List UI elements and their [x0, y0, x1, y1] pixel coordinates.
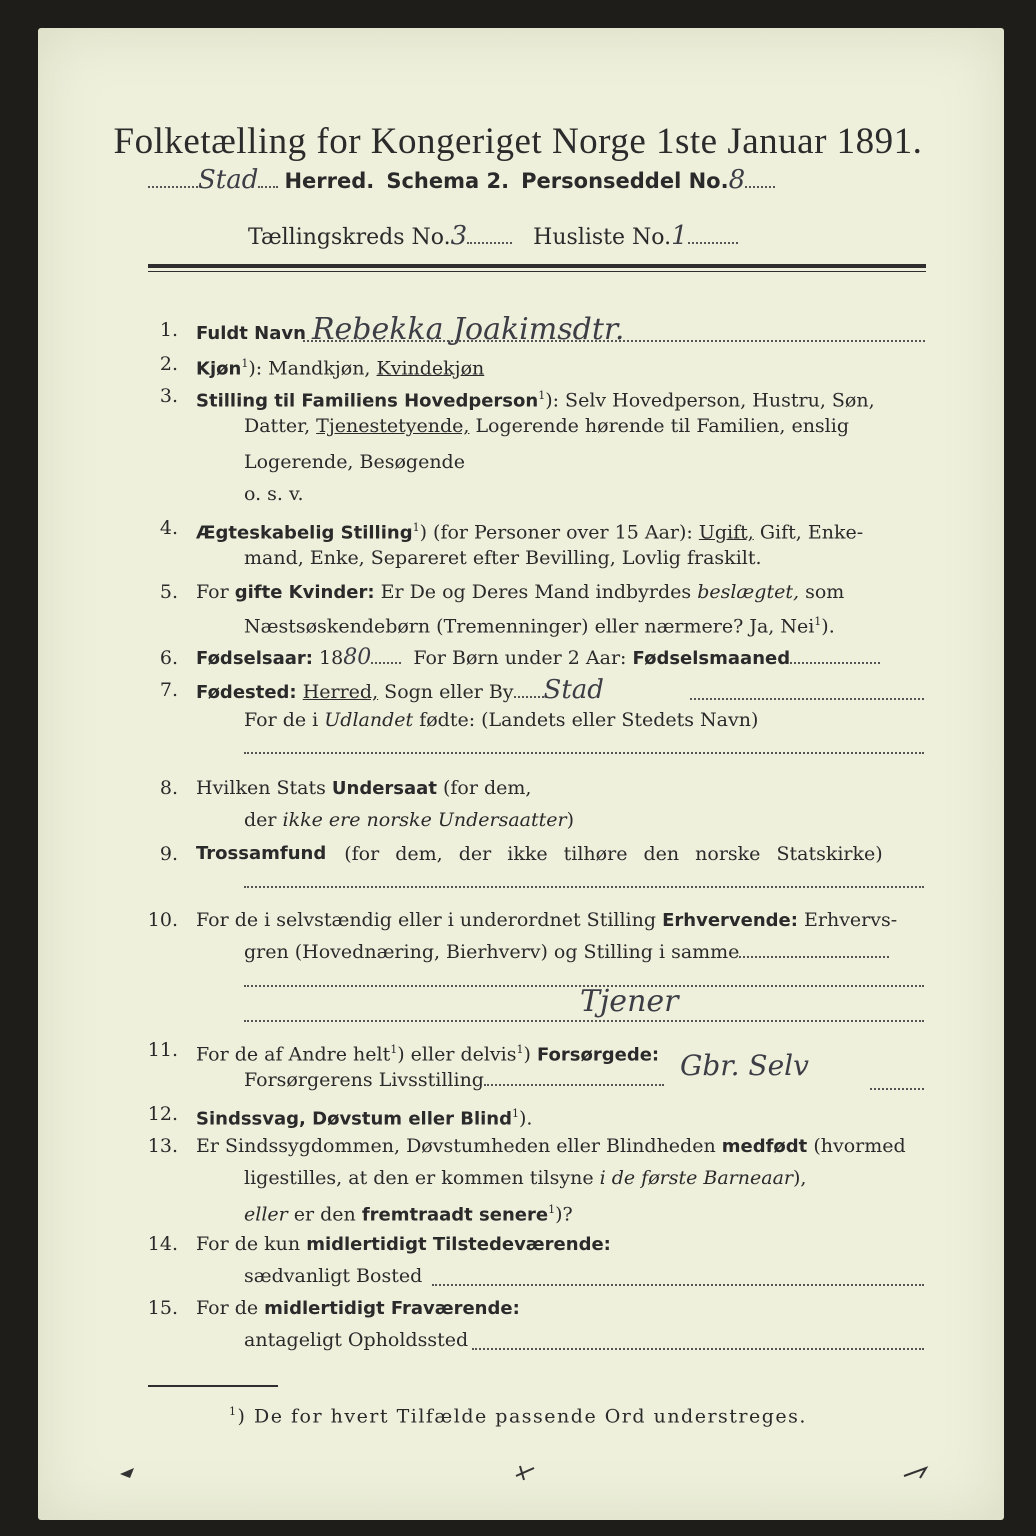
q13-eller: eller	[244, 1203, 288, 1226]
q5-beslaegtet: beslægtet,	[697, 581, 800, 603]
q7-text-2: fødte: (Landets eller Stedets Navn)	[419, 709, 759, 731]
personseddel-value: 8	[728, 165, 746, 195]
personseddel-dots	[745, 185, 775, 188]
q6-label: Fødselsaar:	[196, 648, 313, 669]
item-number: 12.	[147, 1103, 178, 1125]
q11-text-3: )	[523, 1043, 531, 1066]
q11-text-4: Forsørgerens Livsstilling	[244, 1069, 484, 1091]
q11-value-row	[680, 1049, 809, 1082]
q7-udlandet: Udlandet	[324, 709, 414, 731]
q2-sup: 1	[241, 357, 249, 370]
q7-for-de-i: For de i	[244, 709, 319, 731]
q10-value-row	[580, 984, 679, 1019]
q3-text-2: Logerende hørende til Familien, enslig	[475, 415, 849, 437]
item-number: 13.	[147, 1135, 178, 1157]
husliste-dots	[688, 241, 738, 244]
q11-sup-1: 1	[390, 1043, 398, 1056]
header-line-2	[248, 221, 738, 251]
husliste-label: Husliste No.	[533, 225, 672, 250]
q9-text: (for dem, der ikke tilhøre den norske Statskirke)	[344, 843, 883, 865]
item-number: 3.	[159, 385, 178, 407]
q1-label: Fuldt Navn	[196, 323, 306, 344]
q15-dotline	[472, 1348, 924, 1350]
q13-end: )?	[555, 1203, 573, 1226]
form-title: Folketælling for Kongeriget Norge 1ste Januar 1891.	[113, 121, 923, 162]
q7-label: Fødested:	[196, 682, 297, 703]
item-number: 4.	[159, 517, 178, 539]
q14-row-2	[244, 1264, 422, 1288]
herred-dots-right	[258, 185, 278, 188]
q4-row-1	[196, 516, 863, 545]
census-form-sheet	[38, 28, 1004, 1520]
q7-herred-underlined: Herred,	[302, 681, 379, 703]
q13-text-5: er den	[293, 1203, 356, 1226]
q11-dots-end	[870, 1088, 924, 1090]
q8-close: )	[566, 809, 575, 831]
item-number: 5.	[159, 581, 178, 603]
registration-mark-right	[902, 1462, 930, 1482]
q11-sup-2: 1	[516, 1043, 524, 1056]
q10-text-1: For de i selvstændig eller i underordnet Stilling	[196, 909, 657, 931]
q3-text-1: ): Selv Hovedperson, Hustru, Søn,	[545, 389, 875, 412]
q5-row-2	[244, 610, 835, 638]
item-number: 10.	[147, 909, 178, 931]
q3-datter: Datter,	[244, 415, 311, 437]
footnote-rule	[148, 1385, 278, 1387]
q6-year-value: 80	[343, 645, 372, 670]
registration-mark-center	[514, 1462, 538, 1482]
q14-label: midlertidigt Tilstedeværende:	[306, 1234, 611, 1255]
q4-text-1: ) (for Personer over 15 Aar):	[419, 521, 693, 544]
q4-ugift-underlined: Ugift,	[698, 521, 754, 544]
footnote	[0, 1405, 1036, 1427]
q13-text-2: (hvormed	[813, 1135, 906, 1157]
q13-label: medfødt	[721, 1136, 808, 1157]
q13-sup: 1	[548, 1203, 556, 1216]
q10-row-1	[196, 908, 897, 933]
q14-dotline	[432, 1284, 924, 1286]
herred-dots-left	[148, 185, 198, 188]
taellingskreds-value: 3	[450, 221, 468, 251]
item-number: 7.	[159, 679, 178, 701]
q2-label: Kjøn	[196, 358, 242, 380]
item-number: 11.	[147, 1039, 178, 1061]
q2-text: ): Mandkjøn,	[248, 357, 371, 380]
item-number: 8.	[159, 777, 178, 799]
header-line-1	[148, 165, 775, 195]
q10-dotline-2	[244, 1020, 924, 1022]
q5-end: ).	[821, 615, 835, 638]
q4-text-2: Gift, Enke-	[759, 521, 864, 544]
q11-row-2	[244, 1068, 664, 1092]
personseddel-label: Personseddel No.	[521, 169, 729, 193]
q15-text-2: antageligt Opholdssted	[244, 1329, 469, 1351]
q1-dots	[303, 340, 925, 342]
q10-occupation-value: Tjener	[580, 984, 679, 1019]
taellingskreds-dots	[467, 241, 512, 244]
registration-mark-left	[118, 1462, 138, 1482]
q11-supporter-value: Gbr. Selv	[680, 1049, 809, 1082]
q6-row	[196, 646, 880, 671]
q5-som: som	[805, 581, 845, 603]
q2-kvindekjon-underlined: Kvindekjøn	[376, 357, 485, 380]
q14-row-1	[196, 1232, 611, 1257]
q9-dotline	[244, 886, 924, 888]
q7-birthplace-value: Stad	[543, 675, 604, 705]
q6-month-dots	[790, 661, 880, 664]
q3-row-4: o. s. v.	[244, 483, 304, 505]
q9-label: Trossamfund	[196, 843, 327, 864]
q13-text-4: ),	[793, 1167, 807, 1189]
q7-dots-a	[514, 695, 544, 698]
husliste-value: 1	[671, 221, 688, 251]
q13-row-1	[196, 1134, 906, 1159]
q13-italic: i de første Barneaar	[599, 1167, 793, 1189]
q11-text-1: For de af Andre helt	[196, 1043, 391, 1066]
q15-row-1	[196, 1296, 520, 1321]
q5-text-1: Er De og Deres Mand indbyrdes	[380, 581, 692, 603]
q13-text-1: Er Sindssygdommen, Døvstumheden eller Blindheden	[196, 1135, 716, 1157]
q11-dots	[484, 1083, 664, 1086]
q13-label-2: fremtraadt senere	[361, 1204, 549, 1226]
q15-row-2	[244, 1328, 468, 1352]
q14-text-1: For de kun	[196, 1233, 301, 1255]
q6-year-prefix: 18	[319, 647, 344, 669]
q5-sup: 1	[814, 615, 822, 628]
q12-end: ).	[518, 1107, 533, 1130]
q12-label: Sindssvag, Døvstum eller Blind	[196, 1108, 512, 1130]
q6-label-month: Fødselsmaaned	[632, 648, 791, 669]
q10-text-2: Erhvervs-	[804, 909, 898, 931]
q7-text: Sogn eller By	[384, 681, 514, 703]
header-rule-thin	[148, 271, 926, 272]
q11-row-1	[196, 1038, 659, 1067]
q4-label: Ægteskabelig Stilling	[196, 522, 413, 544]
q10-text-3: gren (Hovednæring, Bierhverv) og Stilling i samme	[244, 941, 740, 963]
q13-text-3: ligestilles, at den er kommen tilsyne	[244, 1167, 594, 1189]
q5-for: For	[196, 581, 229, 603]
footnote-sup: 1	[229, 1405, 238, 1418]
q10-label: Erhvervende:	[662, 910, 798, 931]
schema-label: Schema 2.	[386, 169, 510, 193]
q15-label: midlertidigt Fraværende:	[264, 1298, 520, 1319]
q6-dots	[371, 661, 401, 664]
q8-italic: ikke ere norske Undersaatter	[282, 809, 567, 831]
q14-text-2: sædvanligt Bosted	[244, 1265, 423, 1287]
item-number: 15.	[147, 1297, 178, 1319]
q12-row	[196, 1102, 532, 1131]
herred-label: Herred.	[284, 169, 375, 193]
q13-row-2	[244, 1166, 806, 1190]
item-number: 14.	[147, 1233, 178, 1255]
q5-row-1	[196, 580, 844, 605]
footnote-text: ) De for hvert Tilfælde passende Ord understreges.	[237, 1405, 807, 1428]
q13-row-3	[244, 1198, 573, 1227]
herred-value: Stad	[198, 165, 259, 195]
q10-dots	[739, 955, 889, 958]
q5-label: gifte Kvinder:	[234, 582, 375, 603]
q2-row	[196, 352, 484, 381]
q8-row-2	[244, 808, 574, 832]
q11-label: Forsørgede:	[536, 1044, 660, 1066]
q6-text: For Børn under 2 Aar:	[413, 647, 627, 669]
q7-dots-b	[690, 698, 924, 700]
q1-name-value: Rebekka Joakimsdtr.	[311, 312, 625, 347]
q8-text-2: (for dem,	[442, 777, 532, 799]
q15-text-1: For de	[196, 1297, 259, 1319]
q8-text-1: Hvilken Stats	[196, 777, 326, 799]
q8-label: Undersaat	[331, 778, 437, 799]
q7-row-2	[244, 708, 758, 732]
item-number: 2.	[159, 353, 178, 375]
q3-row-3: Logerende, Besøgende	[244, 451, 465, 473]
q4-sup: 1	[412, 521, 420, 534]
q8-row-1	[196, 776, 531, 801]
q11-text-2: ) eller delvis	[397, 1043, 517, 1066]
q5-text-2: Næstsøskendebørn (Tremenninger) eller nærmere? Ja, Nei	[244, 615, 815, 638]
q3-row-1	[196, 384, 875, 413]
q10-row-2	[244, 940, 889, 964]
q3-label: Stilling til Familiens Hovedperson	[196, 390, 539, 412]
header-rule-thick	[148, 264, 926, 268]
q7-row-1	[196, 675, 604, 705]
q4-row-2: mand, Enke, Separeret efter Bevilling, Lovlig fraskilt.	[244, 547, 762, 569]
q3-tjenestetyende-underlined: Tjenestetyende,	[316, 415, 470, 437]
q8-der: der	[244, 809, 277, 831]
item-number: 9.	[159, 843, 178, 865]
q3-row-2	[244, 414, 849, 438]
q3-sup: 1	[538, 389, 546, 402]
item-number: 1.	[159, 319, 178, 341]
item-number: 6.	[159, 647, 178, 669]
taellingskreds-label: Tællingskreds No.	[248, 225, 451, 250]
q9-row	[196, 842, 926, 866]
q7-dotline	[244, 752, 924, 754]
q12-sup: 1	[511, 1107, 519, 1120]
